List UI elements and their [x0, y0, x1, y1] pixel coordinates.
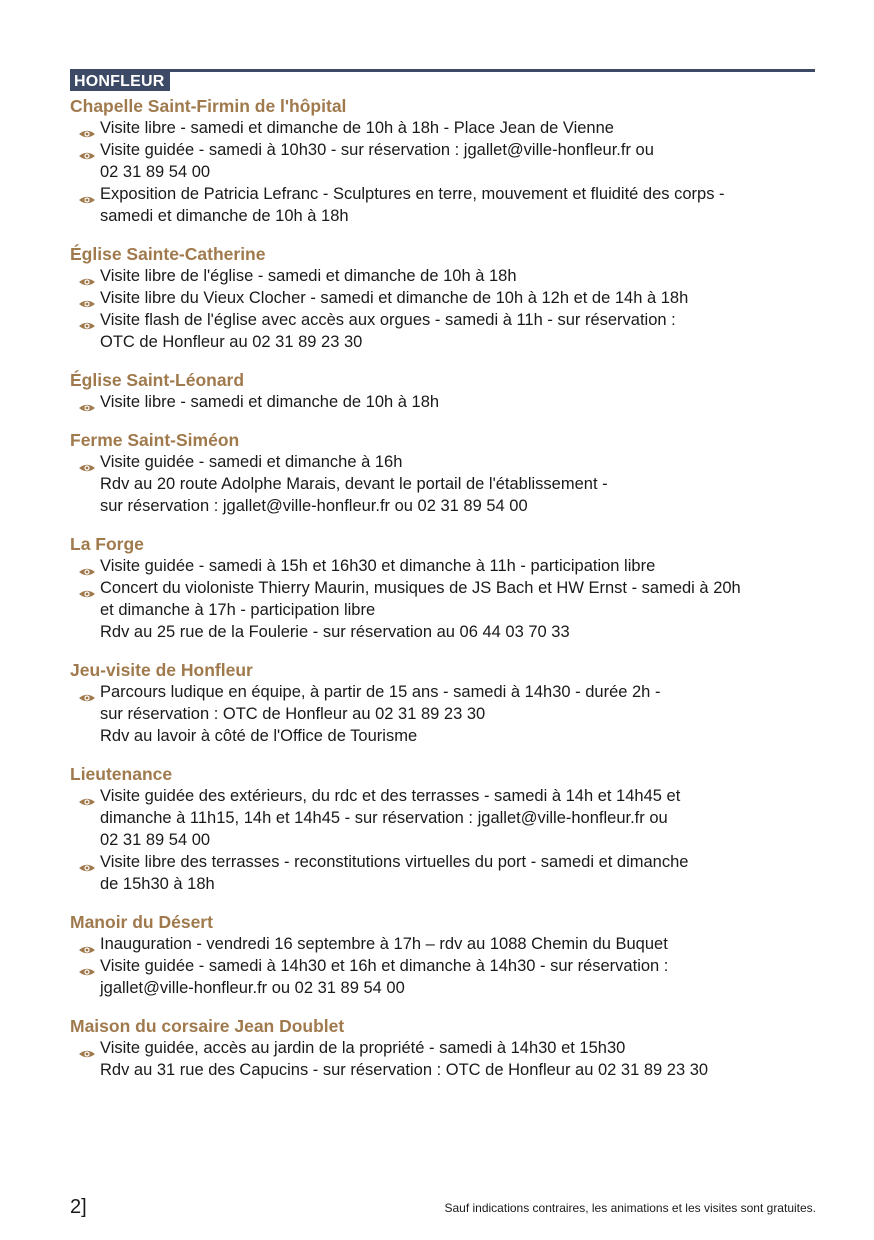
venue-title: Église Sainte-Catherine [70, 244, 266, 264]
event-text-line: Visite guidée - samedi à 10h30 - sur réservation : jgallet@ville-honfleur.fr ou [100, 141, 654, 159]
event-list [70, 785, 830, 895]
event-text-line: Rdv au lavoir à côté de l'Office de Tourisme [100, 727, 418, 745]
event-text-line: Visite flash de l'église avec accès aux orgues - samedi à 11h - sur réservation : [100, 311, 676, 329]
event-list [70, 265, 830, 353]
city-title: HONFLEUR [70, 72, 170, 91]
venue-title: Jeu-visite de Honfleur [70, 660, 253, 680]
eye-icon [78, 189, 96, 199]
event-item [70, 851, 830, 895]
event-item [70, 309, 830, 353]
event-text-line: Visite guidée, accès au jardin de la propriété - samedi à 14h30 et 15h30 [100, 1039, 626, 1057]
event-item [70, 287, 830, 309]
event-text-line: Rdv au 31 rue des Capucins - sur réservation : OTC de Honfleur au 02 31 89 23 30 [100, 1061, 709, 1079]
eye-icon [78, 271, 96, 281]
eye-icon [78, 939, 96, 949]
event-item [70, 117, 830, 139]
eye-icon [78, 561, 96, 571]
event-text-line: Concert du violoniste Thierry Maurin, musiques de JS Bach et HW Ernst - samedi à 20h [100, 579, 741, 597]
event-text-line: 02 31 89 54 00 [100, 163, 211, 181]
event-text-line: Visite libre - samedi et dimanche de 10h à 18h [100, 393, 440, 411]
event-text-line: 02 31 89 54 00 [100, 831, 211, 849]
event-item [70, 955, 830, 999]
venue-section [70, 1015, 830, 1081]
eye-icon [78, 583, 96, 593]
event-item [70, 139, 830, 183]
event-text-line: Visite guidée - samedi et dimanche à 16h [100, 453, 403, 471]
event-text-line: Visite libre du Vieux Clocher - samedi et dimanche de 10h à 12h et de 14h à 18h [100, 289, 689, 307]
event-text-line: jgallet@ville-honfleur.fr ou 02 31 89 54 00 [100, 979, 405, 997]
venue-title: Maison du corsaire Jean Doublet [70, 1016, 345, 1036]
event-text-line: Rdv au 20 route Adolphe Marais, devant le portail de l'établissement - [100, 475, 608, 493]
event-item [70, 265, 830, 287]
venue-section [70, 763, 830, 895]
venue-title: Lieutenance [70, 764, 173, 784]
event-item [70, 451, 830, 517]
venue-section [70, 533, 830, 643]
eye-icon [78, 397, 96, 407]
venue-section [70, 243, 830, 353]
venue-title: Chapelle Saint-Firmin de l'hôpital [70, 96, 347, 116]
event-item [70, 785, 830, 851]
eye-icon [78, 145, 96, 155]
event-list [70, 1037, 830, 1081]
event-text-line: OTC de Honfleur au 02 31 89 23 30 [100, 333, 363, 351]
event-text-line: Visite libre de l'église - samedi et dimanche de 10h à 18h [100, 267, 517, 285]
header-rule [70, 69, 815, 72]
section-header [70, 69, 815, 91]
event-text-line: Visite libre des terrasses - reconstitutions virtuelles du port - samedi et dimanche [100, 853, 689, 871]
event-item [70, 577, 830, 643]
event-text-line: Rdv au 25 rue de la Foulerie - sur réservation au 06 44 03 70 33 [100, 623, 570, 641]
event-list [70, 117, 830, 227]
eye-icon [78, 293, 96, 303]
event-item [70, 555, 830, 577]
event-item [70, 1037, 830, 1081]
event-list [70, 681, 830, 747]
eye-icon [78, 791, 96, 801]
eye-icon [78, 457, 96, 467]
eye-icon [78, 123, 96, 133]
event-text-line: sur réservation : jgallet@ville-honfleur.fr ou 02 31 89 54 00 [100, 497, 528, 515]
event-text-line: Visite guidée des extérieurs, du rdc et des terrasses - samedi à 14h et 14h45 et [100, 787, 681, 805]
event-text-line: et dimanche à 17h - participation libre [100, 601, 376, 619]
events-list [70, 95, 830, 1097]
venue-section [70, 659, 830, 747]
venue-section [70, 369, 830, 413]
page-number: 2] [70, 1196, 87, 1218]
eye-icon [78, 857, 96, 867]
venue-section [70, 429, 830, 517]
eye-icon [78, 1043, 96, 1053]
event-text-line: Inauguration - vendredi 16 septembre à 17h – rdv au 1088 Chemin du Buquet [100, 935, 668, 953]
event-list [70, 391, 830, 413]
event-text-line: Visite guidée - samedi à 15h et 16h30 et dimanche à 11h - participation libre [100, 557, 656, 575]
event-text-line: de 15h30 à 18h [100, 875, 215, 893]
event-text-line: sur réservation : OTC de Honfleur au 02 31 89 23 30 [100, 705, 486, 723]
event-item [70, 933, 830, 955]
event-item [70, 681, 830, 747]
event-text-line: Parcours ludique en équipe, à partir de 15 ans - samedi à 14h30 - durée 2h - [100, 683, 661, 701]
eye-icon [78, 961, 96, 971]
event-item [70, 183, 830, 227]
venue-title: La Forge [70, 534, 144, 554]
event-list [70, 451, 830, 517]
event-list [70, 933, 830, 999]
event-list [70, 555, 830, 643]
eye-icon [78, 687, 96, 697]
venue-title: Église Saint-Léonard [70, 370, 245, 390]
event-text-line: Exposition de Patricia Lefranc - Sculptures en terre, mouvement et fluidité des corps - [100, 185, 725, 203]
event-text-line: Visite guidée - samedi à 14h30 et 16h et dimanche à 14h30 - sur réservation : [100, 957, 669, 975]
venue-title: Manoir du Désert [70, 912, 213, 932]
event-text-line: samedi et dimanche de 10h à 18h [100, 207, 349, 225]
venue-title: Ferme Saint-Siméon [70, 430, 240, 450]
eye-icon [78, 315, 96, 325]
footer-note: Sauf indications contraires, les animations et les visites sont gratuites. [444, 1201, 816, 1215]
venue-section [70, 95, 830, 227]
event-text-line: dimanche à 11h15, 14h et 14h45 - sur réservation : jgallet@ville-honfleur.fr ou [100, 809, 668, 827]
event-item [70, 391, 830, 413]
venue-section [70, 911, 830, 999]
event-text-line: Visite libre - samedi et dimanche de 10h à 18h - Place Jean de Vienne [100, 119, 614, 137]
